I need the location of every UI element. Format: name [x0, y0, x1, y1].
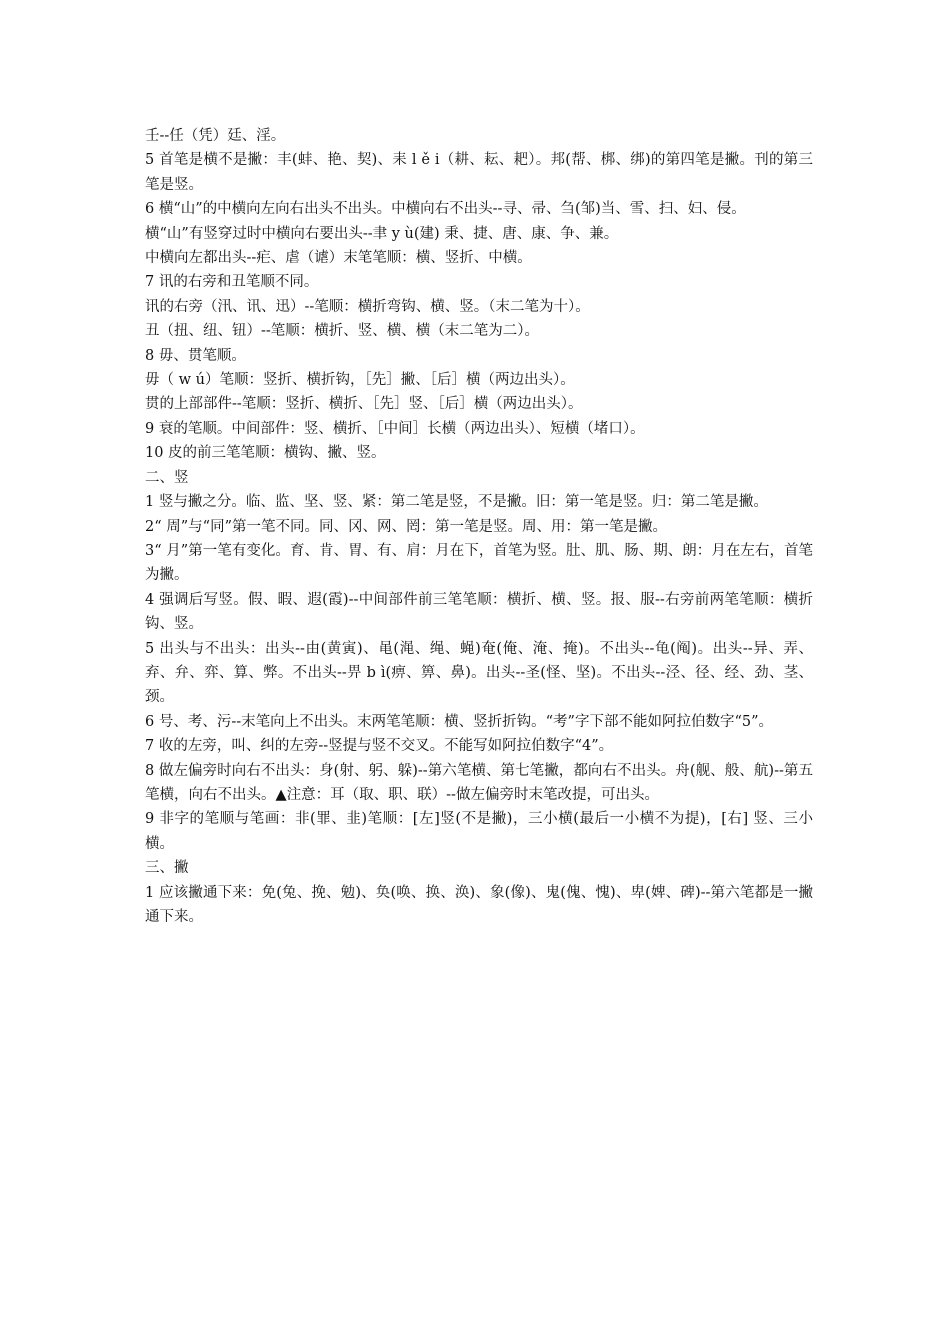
text-line: 讯的右旁（汛、讯、迅）--笔顺：横折弯钩、横、竖。（末二笔为十）。 [145, 298, 590, 315]
text-line: 2“ 周”与“同”第一笔不同。同、冈、网、罔：第一笔是竖。周、用：第一笔是撇。 [145, 518, 667, 535]
text-line: 6 号、考、污--末笔向上不出头。末两笔笔顺：横、竖折折钩。“考”字下部不能如阿拉伯数字“5”。 [145, 713, 774, 730]
section-heading: 三、撇 [145, 860, 189, 877]
text-line: 中横向左都出头--疟、虐（谑）末笔笔顺：横、竖折、中横。 [145, 250, 532, 267]
text-line: 10 皮的前三笔笔顺：横钩、撇、竖。 [145, 445, 386, 462]
section-heading: 二、竖 [145, 469, 189, 486]
text-line: 丑（扭、纽、钮）--笔顺：横折、竖、横、横（末二笔为二）。 [145, 323, 540, 340]
document-body [145, 124, 813, 929]
text-line: 7 讯的右旁和丑笔顺不同。 [145, 274, 319, 291]
text-line: 5 首笔是横不是撇：丰(蚌、艳、契)、耒 l ě i（耕、耘、耙）。邦(帮、梆、绑)的第四笔是撇。刊的第三笔是竖。 [145, 152, 813, 193]
text-line: 9 非字的笔顺与笔画：非(罪、韭)笔顺：[左]竖(不是撇)，三小横(最后一小横不为提)，[右] 竖、三小横。 [145, 811, 813, 852]
text-line: 壬--任（凭）廷、淫。 [145, 128, 286, 144]
text-line: 8 毋、贯笔顺。 [145, 347, 246, 364]
text-line: 3“ 月”第一笔有变化。育、肯、胃、有、肩：月在下，首笔为竖。肚、肌、肠、期、朗：月在左右，首笔为撇。 [145, 542, 813, 584]
text-line: 1 应该撇通下来：免(兔、挽、勉)、奂(唤、换、涣)、象(像)、鬼(傀、愧)、卑(婢、碑)--第六笔都是一撇通下来。 [145, 884, 813, 925]
text-line: 毋（ w ú）笔顺：竖折、横折钩，［先］撇、［后］横（两边出头）。 [145, 372, 575, 389]
text-line: 6 横“山”的中横向左向右出头不出头。中横向右不出头--寻、帚、刍(邹)当、雪、扫、妇、侵。 [145, 201, 746, 218]
text-line: 9 衰的笔顺。中间部件：竖、横折、［中间］长横（两边出头）、短横（堵口）。 [145, 420, 645, 437]
text-line: 4 强调后写竖。假、暇、遐(霞)--中间部件前三笔笔顺：横折、横、竖。报、服--右旁前两笔笔顺：横折钩、竖。 [145, 591, 813, 633]
text-line: 8 做左偏旁时向右不出头：身(射、躬、躲)--第六笔横、第七笔撇，都向右不出头。舟(舰、般、航)--第五笔横，向右不出头。▲注意：耳（取、职、联）--做左偏旁时末笔改提，可出头。 [145, 762, 813, 803]
text-line: 贯的上部部件--笔顺：竖折、横折、［先］竖、［后］横（两边出头）。 [145, 396, 583, 413]
text-line: 1 竖与撇之分。临、监、坚、竖、紧：第二笔是竖，不是撇。旧：第一笔是竖。归：第二笔是撇。 [145, 494, 768, 511]
text-line: 5 出头与不出头：出头--由(黄寅)、黾(渑、绳、蝇)奄(俺、淹、掩)。不出头--龟(阄)。出头--异、弄、弃、弁、弈、算、弊。不出头--畀 b ì(痹、箅、鼻)。出头--圣(怪、坚)。不出头--泾、径、经、劲、茎、颈。 [145, 640, 813, 706]
text-line: 横“山”有竖穿过时中横向右要出头--聿 y ù(建) 秉、捷、唐、康、争、兼。 [145, 225, 619, 242]
text-line: 7 收的左旁，叫、纠的左旁--竖提与竖不交叉。不能写如阿拉伯数字“4”。 [145, 738, 614, 755]
